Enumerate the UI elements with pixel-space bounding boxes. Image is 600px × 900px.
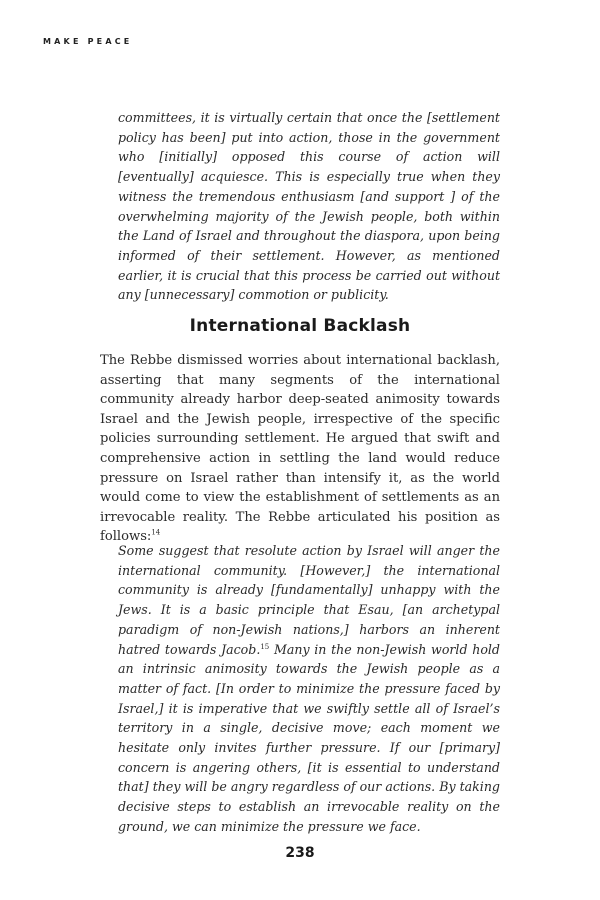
- body-paragraph: [100, 351, 500, 547]
- running-head: MAKE PEACE: [43, 37, 133, 46]
- block-quote-text-1: Some suggest that resolute action by Israel will anger the international community. [However,] the international community is already [fundamentally] unhappy with the Jews. It is a basic principle that Esau, [an archetypal paradigm of non-Jewish nations,] harbors an inherent hatred towards Jacob.: [118, 543, 500, 657]
- footnote-ref-15[interactable]: 15: [260, 642, 270, 651]
- block-quote-rebbe: [118, 541, 500, 837]
- block-quote-text-2: Many in the non-Jewish world hold an intrinsic animosity towards the Jewish people as a matter of fact. [In order to minimize the pressure faced by Israel,] it is imperative that we swiftly settle all of Israel’s territory in a single, decisive move; each moment we hesitate only invites further pressure. If our [primary] concern is angering others, [it is essential to understand that] they will be angry regardless of our actions. By taking decisive steps to establish an irrevocable reality on the ground, we can minimize the pressure we face.: [118, 641, 500, 834]
- section-heading: International Backlash: [189, 316, 411, 336]
- body-paragraph-text: The Rebbe dismissed worries about international backlash, asserting that many segments of the international community already harbor deep-seated animosity towards Israel and the Jewish people, irrespective of the specific policies surrounding settlement. He argued that swift and comprehensive action in settling the land would reduce pressure on Israel rather than intensify it, as the world would come to view the establishment of settlements as an irrevocable reality. The Rebbe articulated his position as follows:: [100, 353, 500, 545]
- footnote-ref-14[interactable]: 14: [151, 528, 161, 537]
- block-quote-continued: committees, it is virtually certain that once the [settlement policy has been] put into action, those in the government who [initially] opposed this course of action will [eventually] acquiesce. This is especially true when they witness the tremendous enthusiasm [and support ] of the overwhelming majority of the Jewish people, both within the Land of Israel and throughout the diaspora, upon being informed of their settlement. However, as mentioned earlier, it is crucial that this process be carried out without any [unnecessary] commotion or publicity.: [118, 110, 500, 303]
- page-number: 238: [285, 845, 315, 861]
